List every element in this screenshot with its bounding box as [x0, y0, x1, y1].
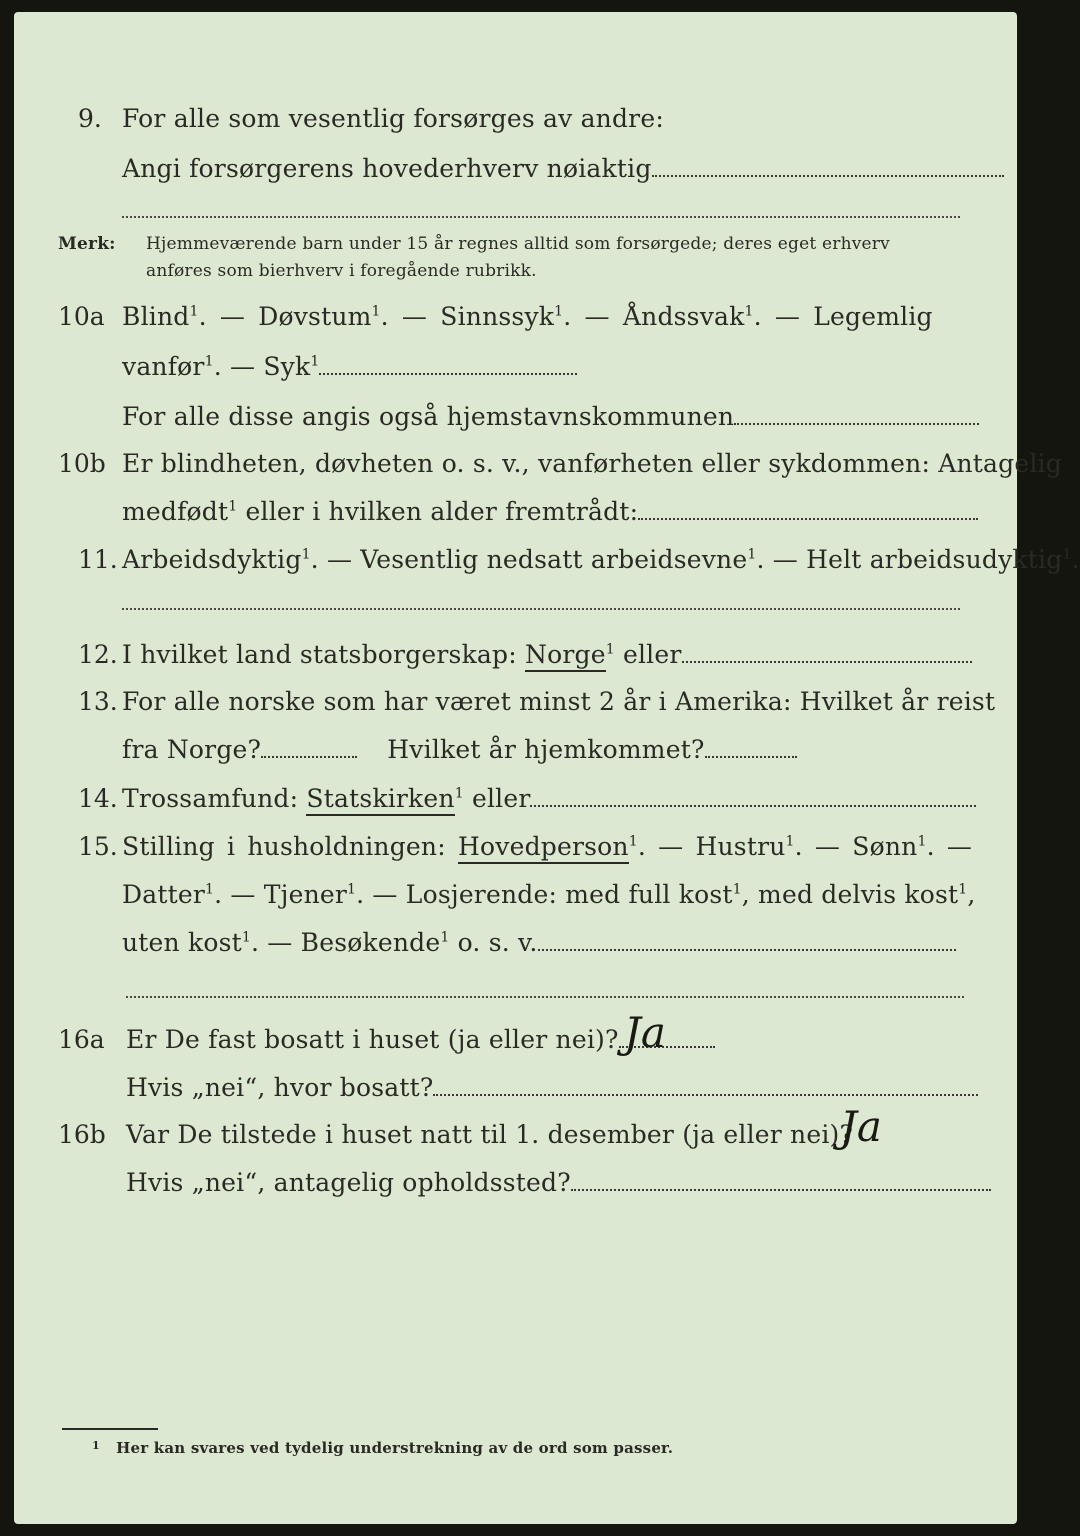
q16a-hvis-nei: Hvis „nei“, hvor bosatt? [126, 1073, 434, 1102]
q14-answer-field[interactable] [530, 804, 976, 807]
footnote [92, 1439, 673, 1457]
q13-hjemkommet: Hvilket år hjemkommet? [387, 735, 705, 764]
q13-hjemkommet-field[interactable] [705, 755, 797, 758]
q15-besokende: . — Besøkende [250, 928, 441, 957]
q9-line2 [122, 154, 1004, 183]
footnote-mark: 1 [92, 1439, 100, 1452]
q15-datter: Datter [122, 880, 205, 909]
q15-tjener: . — Tjener [214, 880, 348, 909]
sup-mark: 1 [628, 833, 638, 850]
q13-number: 13. [78, 687, 118, 716]
q15-hovedperson-underlined: Hovedperson [458, 832, 629, 864]
q15-line2 [122, 880, 976, 909]
q16b-opholdssted-field[interactable] [571, 1188, 991, 1191]
q14-eller: eller [463, 784, 531, 813]
q9-extra-line[interactable] [122, 216, 960, 218]
q15-number: 15. [78, 832, 118, 861]
merk-line1: Hjemmeværende barn under 15 år regnes alltid som forsørgede; deres eget erhverv [146, 234, 890, 254]
q16b-line1: Var De tilstede i huset natt til 1. desember (ja eller nei)? [126, 1120, 854, 1149]
sup-mark: 1 [605, 641, 615, 658]
q11-number: 11. [78, 545, 118, 574]
merk-line2: anføres som bierhverv i foregående rubrikk. [146, 261, 537, 281]
sup-mark: 1 [554, 303, 564, 320]
q11-extra-line[interactable] [122, 608, 960, 610]
sup-mark: 1 [917, 833, 927, 850]
sup-mark: 1 [310, 353, 320, 370]
q15-hustru: . — Hustru [637, 832, 786, 861]
q10b-medfodt: medfødt [122, 497, 229, 526]
q12-line [122, 640, 972, 669]
q16b-hvis-nei: Hvis „nei“, antagelig opholdssted? [126, 1168, 571, 1197]
sup-mark: 1 [228, 498, 238, 515]
sup-mark: 1 [241, 929, 251, 946]
q10a-answer-field[interactable] [319, 372, 577, 375]
q10a-andssvak: . — Åndssvak [563, 302, 745, 331]
census-form-page [14, 12, 1080, 1524]
q14-number: 14. [78, 784, 118, 813]
q10a-line3 [122, 402, 979, 431]
merk-label: Merk: [58, 234, 116, 254]
q9-number: 9. [78, 104, 102, 133]
q9-answer-field[interactable] [652, 174, 1004, 177]
sup-mark: 1 [732, 881, 742, 898]
q10b-answer-field[interactable] [638, 517, 978, 520]
q10a-line2 [122, 352, 577, 381]
q16a-handwritten-answer: Ja [624, 1008, 666, 1057]
q10a-syk: . — Syk [213, 352, 311, 381]
q15-losjerende: . — Losjerende: med full kost [356, 880, 733, 909]
q14-line [122, 784, 976, 813]
q11-nedsatt: . — Vesentlig nedsatt arbeidsevne [310, 545, 748, 574]
sup-mark: 1 [440, 929, 450, 946]
sup-mark: 1 [747, 546, 757, 563]
sup-mark: 1 [454, 785, 464, 802]
q12-norge-underlined: Norge [525, 640, 606, 672]
q16a-bosatt-field[interactable] [433, 1093, 978, 1096]
q13-line2 [122, 735, 797, 764]
q12-number: 12. [78, 640, 118, 669]
q15-uten-kost: uten kost [122, 928, 242, 957]
q12-answer-field[interactable] [682, 660, 972, 663]
q10b-line1: Er blindheten, døvheten o. s. v., vanførheten eller sykdommen: Antagelig [122, 449, 1062, 478]
q15-osv: o. s. v. [449, 928, 538, 957]
q12-eller: eller [614, 640, 682, 669]
q16a-line2 [126, 1073, 978, 1102]
footnote-text: Her kan svares ved tydelig understrekning av de ord som passer. [116, 1439, 674, 1457]
q10a-hjemstavn-field[interactable] [734, 422, 979, 425]
q10b-number: 10b [58, 449, 106, 478]
q14-statskirken-underlined: Statskirken [306, 784, 454, 816]
q15-delvis: , med delvis kost [741, 880, 959, 909]
q10a-sinnssyk: . — Sinnssyk [380, 302, 555, 331]
sup-mark: 1 [371, 303, 381, 320]
footnote-rule [62, 1428, 158, 1430]
q10a-line3-text: For alle disse angis også hjemstavnskommunen [122, 402, 735, 431]
q11-udyktig: . — Helt arbeidsudyktig [756, 545, 1063, 574]
q11-arbeidsdyktig: Arbeidsdyktig [122, 545, 302, 574]
q11-line: Arbeidsdyktig$^1$. — Vesentlig nedsatt arbeidsevne$^1$. — Helt arbeidsudyktig$^1$. [122, 545, 1080, 574]
q10a-blind: Blind [122, 302, 190, 331]
q10a-number: 10a [58, 302, 105, 331]
sup-mark: 1 [744, 303, 754, 320]
q12-text: I hvilket land statsborgerskap: [122, 640, 517, 669]
q15-answer-field[interactable] [538, 948, 956, 951]
q9-line1: For alle som vesentlig forsørges av andre: [122, 104, 664, 133]
sup-mark: 1 [347, 881, 357, 898]
q16a-question: Er De fast bosatt i huset (ja eller nei)? [126, 1025, 619, 1054]
q15-line1 [122, 832, 972, 861]
q13-line1: For alle norske som har været minst 2 år i Amerika: Hvilket år reist [122, 687, 996, 716]
q10b-alder: eller i hvilken alder fremtrådt: [237, 497, 639, 526]
sup-mark: 1 [205, 881, 215, 898]
q10a-vanfor: vanfør [122, 352, 205, 381]
q16b-line2 [126, 1168, 991, 1197]
sup-mark: 1 [958, 881, 968, 898]
sup-mark: 1 [1062, 546, 1072, 563]
sup-mark: 1 [204, 353, 214, 370]
q15-comma: , [967, 880, 976, 909]
q15-extra-line[interactable] [126, 996, 964, 998]
q10a-dovstum: . — Døvstum [198, 302, 372, 331]
q15-line3 [122, 928, 956, 957]
q13-reist: fra Norge? [122, 735, 262, 764]
q10b-line2 [122, 497, 978, 526]
sup-mark: 1 [301, 546, 311, 563]
q13-reist-field[interactable] [261, 755, 357, 758]
q10a-legemlig: . — Legemlig [753, 302, 933, 331]
q15-stilling: Stilling i husholdningen: [122, 832, 446, 861]
q9-line2-text: Angi forsørgerens hovederhverv nøiaktig [122, 154, 652, 183]
sup-mark: 1 [785, 833, 795, 850]
q16a-number: 16a [58, 1025, 105, 1054]
q15-dash: . — [926, 832, 973, 861]
q14-text: Trossamfund: [122, 784, 299, 813]
q10a-line1 [122, 302, 933, 331]
sup-mark: 1 [189, 303, 199, 320]
q15-sonn: . — Sønn [794, 832, 918, 861]
q16b-handwritten-answer: Ja [840, 1102, 882, 1151]
q16b-number: 16b [58, 1120, 106, 1149]
